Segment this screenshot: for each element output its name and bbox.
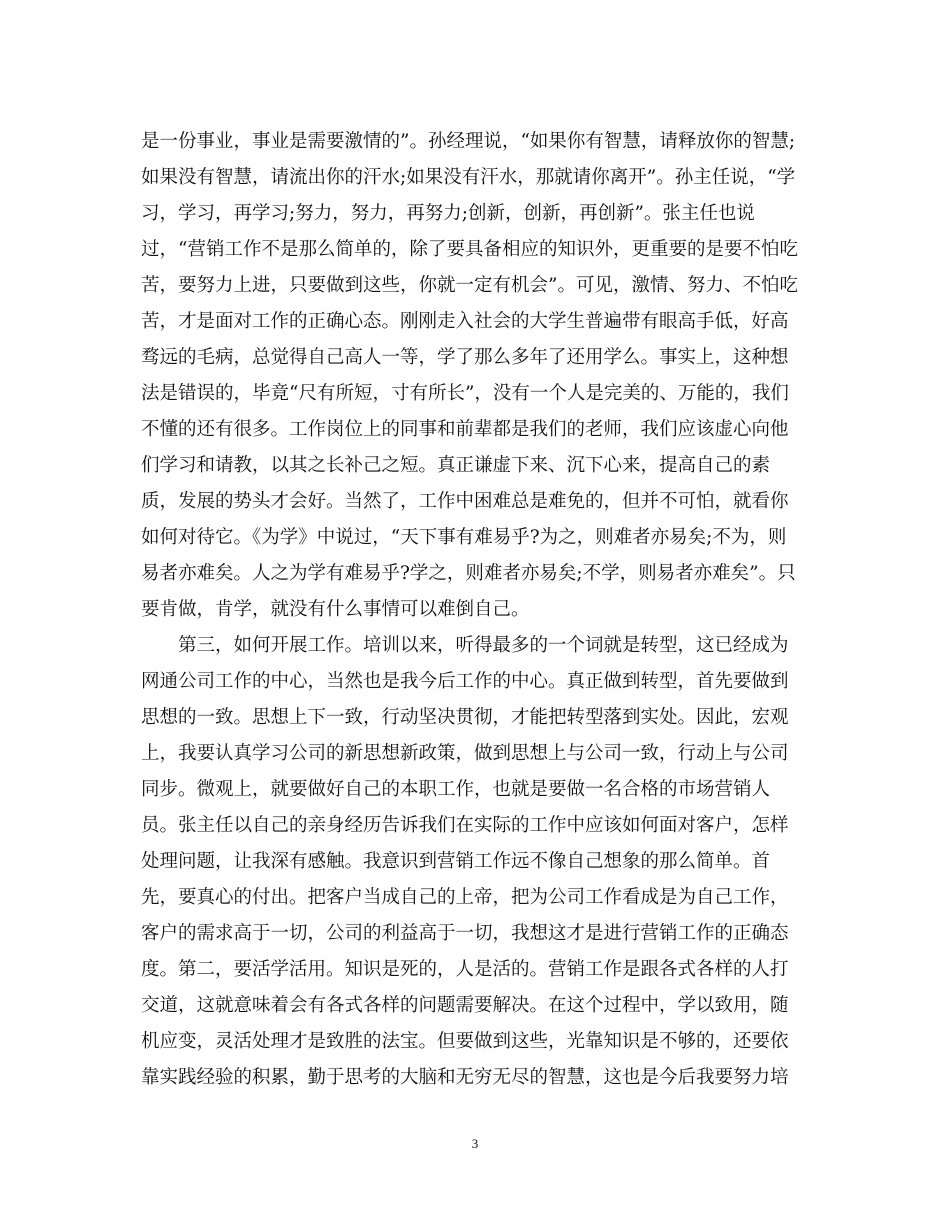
- text-line: 上，我要认真学习公司的新思想新政策，做到思想上与公司一致，行动上与公司: [141, 743, 789, 764]
- text-line: 苦，才是面对工作的正确心态。刚刚走入社会的大学生普遍带有眼高手低，好高: [141, 311, 789, 332]
- text-line: 如何对待它。《为学》中说过，“天下事有难易乎?为之，则难者亦易矣;不为，则: [141, 527, 787, 548]
- text-line: 如果没有智慧，请流出你的汗水;如果没有汗水，那就请你离开”。孙主任说，“学: [141, 167, 796, 188]
- text-line: 同步。微观上，就要做好自己的本职工作，也就是要做一名合格的市场营销人: [141, 779, 771, 800]
- text-line: 靠实践经验的积累，勤于思考的大脑和无穷无尽的智慧，这也是今后我要努力培: [141, 1067, 789, 1088]
- text-line: 度。第二，要活学活用。知识是死的，人是活的。营销工作是跟各式各样的人打: [141, 959, 789, 980]
- text-line: 易者亦难矣。人之为学有难易乎?学之，则难者亦易矣;不学，则易者亦难矣”。只: [141, 563, 796, 584]
- text-line: 过，“营销工作不是那么简单的，除了要具备相应的知识外，更重要的是要不怕吃: [141, 239, 798, 260]
- text-line: 客户的需求高于一切，公司的利益高于一切，我想这才是进行营销工作的正确态: [141, 923, 789, 944]
- text-line: 先，要真心的付出。把客户当成自己的上帝，把为公司工作看成是为自己工作，: [141, 887, 789, 908]
- text-line: 骛远的毛病，总觉得自己高人一等，学了那么多年了还用学么。事实上，这种想: [141, 347, 789, 368]
- text-line: 苦，要努力上进，只要做到这些，你就一定有机会”。可见，激情、努力、不怕吃: [141, 275, 798, 296]
- text-line: 不懂的还有很多。工作岗位上的同事和前辈都是我们的老师，我们应该虚心向他: [141, 419, 789, 440]
- text-line: 思想的一致。思想上下一致，行动坚决贯彻，才能把转型落到实处。因此，宏观: [141, 707, 789, 728]
- text-line: 们学习和请教，以其之长补己之短。真正谦虚下来、沉下心来，提高自己的素: [141, 455, 771, 476]
- text-line: 是一份事业，事业是需要激情的”。孙经理说，“如果你有智慧，请释放你的智慧;: [141, 131, 796, 152]
- text-line: 员。张主任以自己的亲身经历告诉我们在实际的工作中应该如何面对客户，怎样: [141, 815, 789, 836]
- text-line: 法是错误的，毕竟“尺有所短，寸有所长”，没有一个人是完美的、万能的，我们: [141, 383, 789, 404]
- text-line: 习，学习，再学习;努力，努力，再努力;创新，创新，再创新”。张主任也说: [141, 203, 755, 224]
- text-line: 质，发展的势头才会好。当然了，工作中困难总是难免的，但并不可怕，就看你: [141, 491, 789, 512]
- text-line: 要肯做，肯学，就没有什么事情可以难倒自己。: [141, 599, 530, 620]
- page-number: 3: [471, 1136, 479, 1151]
- text-line: 交道，这就意味着会有各式各样的问题需要解决。在这个过程中，学以致用，随: [141, 995, 789, 1016]
- text-line: 处理问题，让我深有感触。我意识到营销工作远不像自己想象的那么简单。首: [141, 851, 771, 872]
- paragraph-first-line: 第三，如何开展工作。培训以来，听得最多的一个词就是转型，这已经成为: [178, 635, 789, 656]
- text-line: 网通公司工作的中心，当然也是我今后工作的中心。真正做到转型，首先要做到: [141, 671, 789, 692]
- text-line: 机应变，灵活处理才是致胜的法宝。但要做到这些，光靠知识是不够的，还要依: [141, 1031, 789, 1052]
